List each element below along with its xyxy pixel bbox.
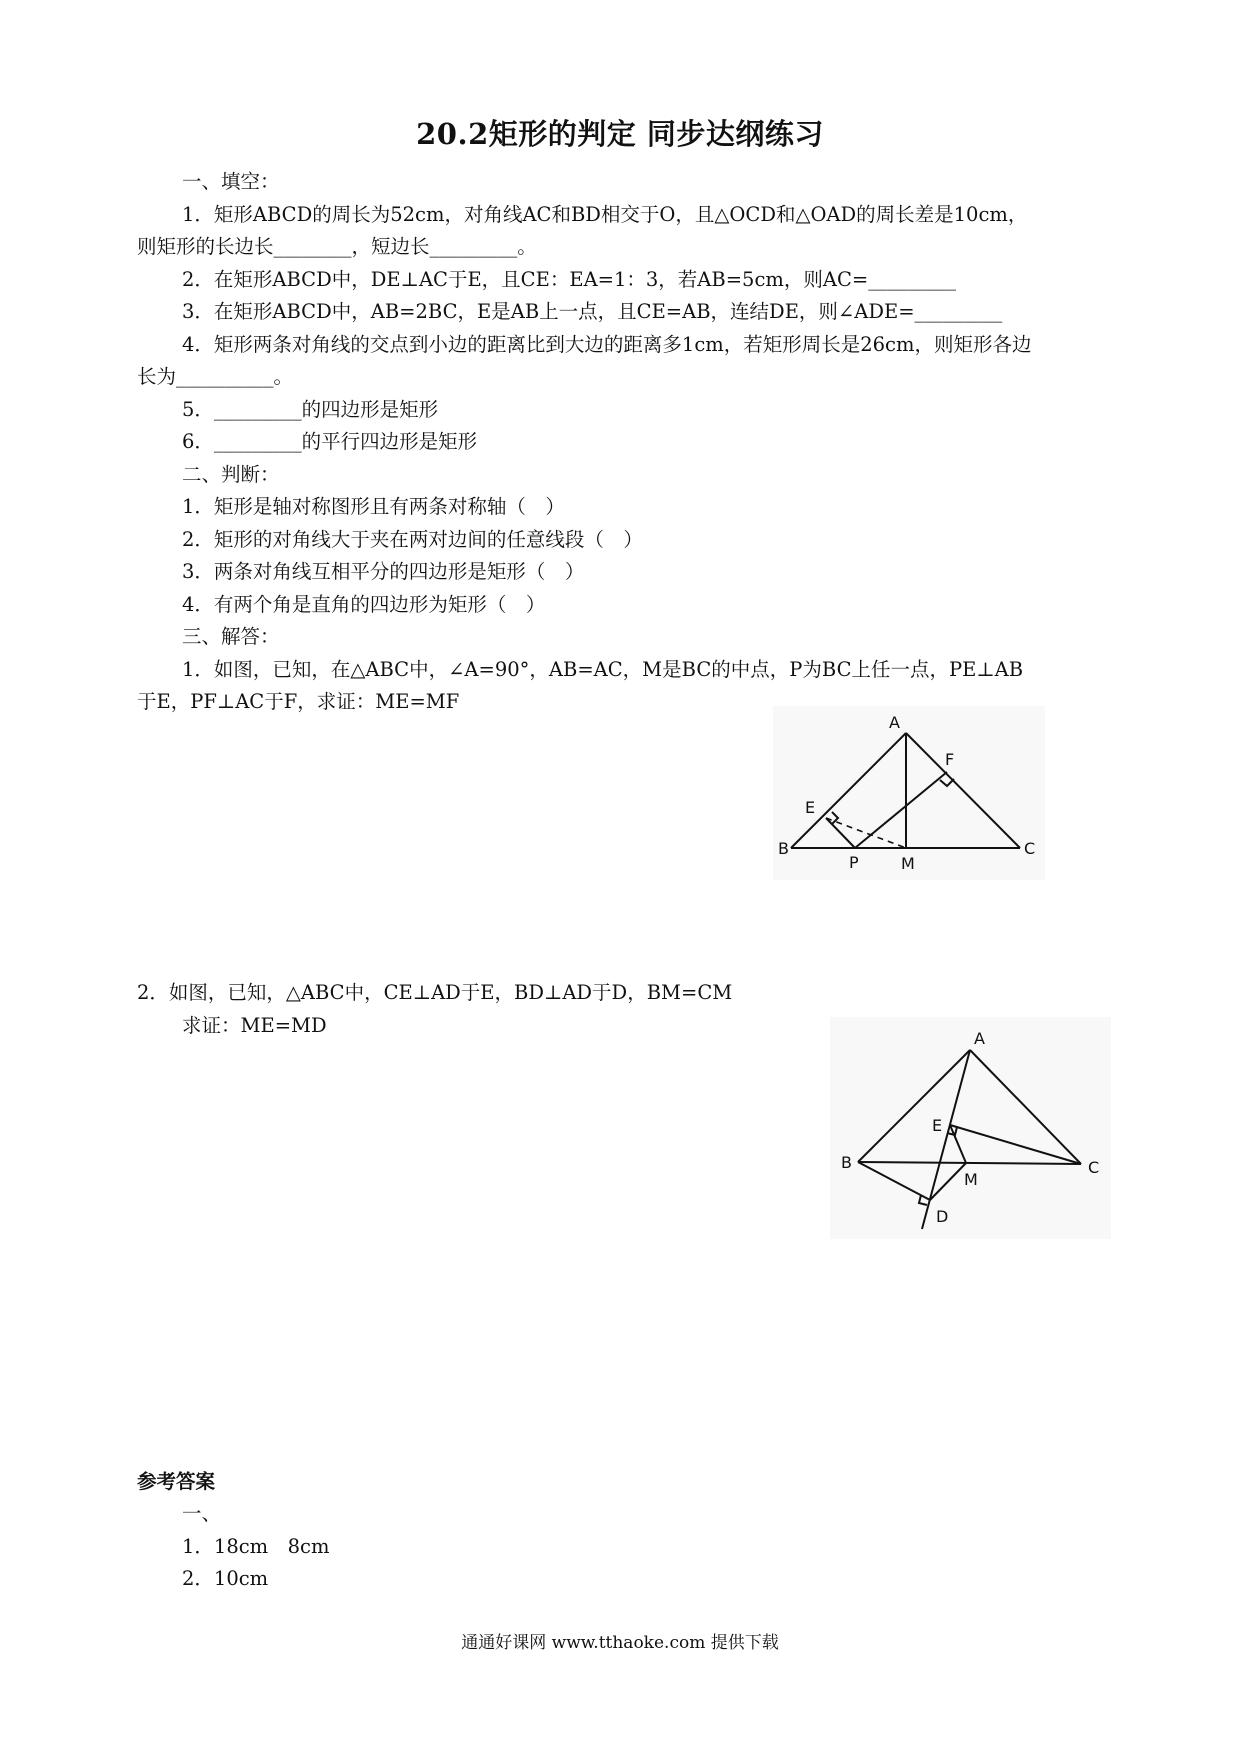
fig1-label-m: M	[901, 854, 915, 873]
fig2-label-b: B	[841, 1153, 852, 1172]
fill-question-3: 3．在矩形ABCD中，AB=2BC，E是AB上一点，且CE=AB，连结DE，则∠ADE=_________	[182, 300, 1003, 323]
page-footer: 通通好课网 www.tthaoke.com 提供下载	[461, 1633, 779, 1653]
fig2-label-c: C	[1088, 1158, 1100, 1177]
figure-2	[830, 1017, 1111, 1239]
fig1-label-f: F	[945, 750, 955, 769]
fill-question-1-cont: 则矩形的长边长________，短边长_________。	[137, 235, 537, 258]
fig1-label-e: E	[805, 798, 816, 817]
fig2-line-bc	[858, 1162, 1081, 1164]
fig2-line-bd	[858, 1162, 930, 1200]
fill-question-2: 2．在矩形ABCD中，DE⊥AC于E，且CE：EA=1：3，若AB=5cm，则AC=_________	[182, 268, 956, 291]
solve-question-1-cont: 于E，PF⊥AC于F，求证：ME=MF	[137, 690, 460, 713]
fig1-label-p: P	[849, 853, 859, 872]
fig2-label-m: M	[964, 1170, 978, 1189]
fig1-label-c: C	[1024, 839, 1036, 858]
fig2-line-em	[950, 1125, 966, 1163]
fig1-line-ab	[791, 733, 906, 848]
fig2-label-a: A	[974, 1029, 985, 1048]
fig2-label-e: E	[932, 1116, 943, 1135]
answer-item-1: 1．18cm 8cm	[182, 1535, 330, 1558]
fig1-label-a: A	[889, 713, 900, 732]
page-title: 20.2矩形的判定 同步达纲练习	[416, 117, 824, 151]
solve-question-2-cont: 求证：ME=MD	[182, 1014, 327, 1037]
fill-question-1: 1．矩形ABCD的周长为52cm，对角线AC和BD相交于O，且△OCD和△OAD的周长差是10cm，	[182, 203, 1028, 226]
fill-question-4: 4．矩形两条对角线的交点到小边的距离比到大边的距离多1cm，若矩形周长是26cm，则矩形各边	[182, 333, 1032, 356]
fill-question-5: 5．_________的四边形是矩形	[182, 398, 439, 421]
solve-question-1: 1．如图，已知，在△ABC中，∠A=90°，AB=AC，M是BC的中点，P为BC上任一点，PE⊥AB	[182, 658, 1024, 681]
fill-heading: 一、填空：	[182, 170, 280, 193]
judge-question-1: 1．矩形是轴对称图形且有两条对称轴（ ）	[182, 495, 565, 518]
judge-heading: 二、判断：	[182, 463, 280, 486]
solve-question-2: 2．如图，已知，△ABC中，CE⊥AD于E，BD⊥AD于D，BM=CM	[137, 981, 733, 1004]
judge-question-3: 3．两条对角线互相平分的四边形是矩形（ ）	[182, 560, 585, 583]
figure-2-diagram	[830, 1017, 1111, 1239]
answers-heading: 参考答案	[137, 1470, 216, 1493]
fig1-line-me-dashed	[826, 818, 906, 848]
judge-question-4: 4．有两个角是直角的四边形为矩形（ ）	[182, 593, 546, 616]
fig1-label-b: B	[778, 839, 789, 858]
figure-1-diagram	[773, 706, 1045, 880]
answer-item-2: 2．10cm	[182, 1567, 269, 1590]
figure-1	[773, 706, 1045, 880]
fill-question-6: 6．_________的平行四边形是矩形	[182, 430, 478, 453]
answers-section-1: 一、	[182, 1502, 222, 1525]
judge-question-2: 2．矩形的对角线大于夹在两对边间的任意线段（ ）	[182, 528, 643, 551]
fig1-line-pf	[855, 772, 947, 848]
fig2-line-ab	[858, 1050, 970, 1162]
fig1-right-angle-f	[940, 779, 954, 786]
fig2-line-ad	[922, 1050, 970, 1229]
solve-heading: 三、解答：	[182, 625, 280, 648]
fig1-line-pe	[826, 818, 855, 848]
fill-question-4-cont: 长为__________。	[137, 365, 294, 388]
fig2-label-d: D	[936, 1207, 949, 1226]
